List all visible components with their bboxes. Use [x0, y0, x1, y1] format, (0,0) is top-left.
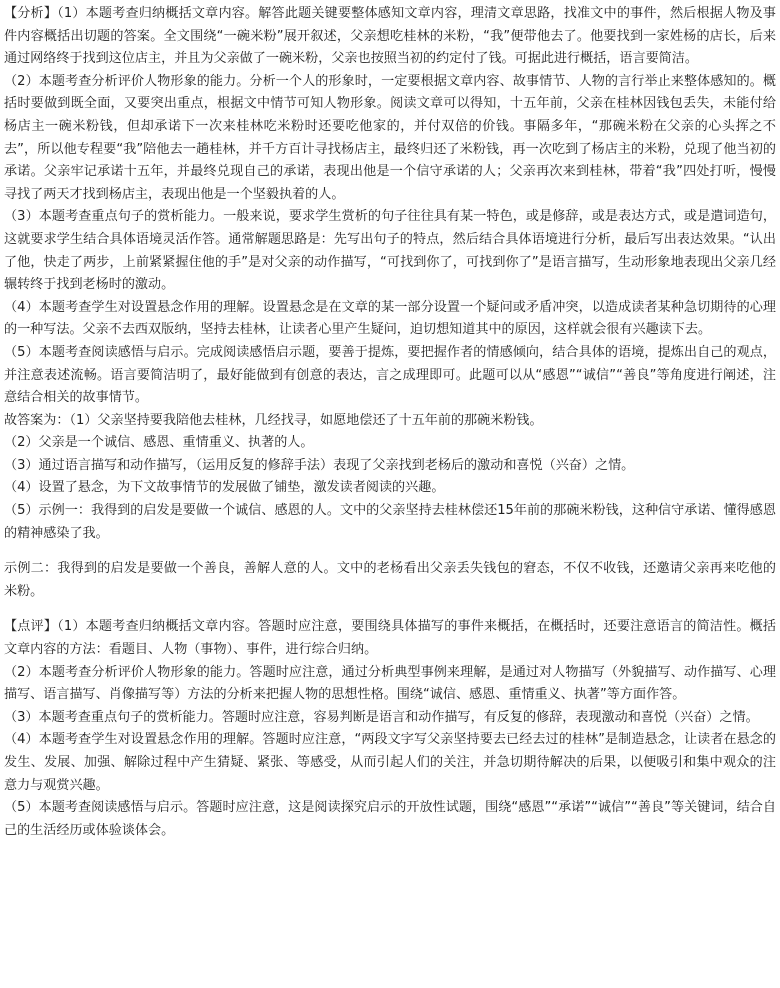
answer-paragraph-5: （5）示例一：我得到的启发是要做一个诚信、感恩的人。文中的父亲坚持去桂林偿还15年前的那碗米粉钱，这种信守承诺、懂得感恩的精神感染了我。	[4, 503, 776, 541]
analysis-paragraph-1: 【分析】（1）本题考查归纳概括文章内容。解答此题关键要整体感知文章内容，理清文章思路，找准文中的事件，然后根据人物及事件内容概括出切题的答案。全文围绕“一碗米粉”展开叙述，父亲想吃桂林的米粉，“我”便带他去了。他要找到一家姓杨的店长，后来通过网络终于找到这位店主，并且为父亲做了一碗米粉，父亲也按照当初的约定付了钱。可据此进行概括，语言要简洁。	[4, 6, 776, 67]
paragraph-gap	[4, 545, 776, 558]
example-two-paragraph: 示例二：我得到的启发是要做一个善良，善解人意的人。文中的老杨看出父亲丢失钱包的窘态，不仅不收钱，还邀请父亲再来吃他的米粉。	[4, 561, 776, 599]
analysis-paragraph-4: （4）本题考查学生对设置悬念作用的理解。设置悬念是在文章的某一部分设置一个疑问或矛盾冲突，以造成读者某种急切期待的心理的一种写法。父亲不去西双版纳，坚持去桂林，让读者心里产生疑问，迫切想知道其中的原因，这样就会很有兴趣读下去。	[4, 299, 776, 338]
analysis-paragraph-3: （3）本题考查重点句子的赏析能力。一般来说，要求学生赏析的句子往往具有某一特色，或是修辞，或是表达方式，或是遣词造句，这就要求学生结合具体语境灵活作答。通常解题思路是：先写出句子的特点，然后结合具体语境进行分析，最后写出表达效果。“认出了他，快走了两步，上前紧紧握住他的手”是对父亲的动作描写，“可找到你了，可找到你了”是语言描写，生动形象地表现出父亲几经辗转终于找到老杨时的激动。	[4, 209, 776, 293]
answer-paragraph-4: （4）设置了悬念，为下文故事情节的发展做了铺垫，激发读者阅读的兴趣。	[4, 480, 445, 496]
paragraph-gap	[4, 603, 776, 616]
analysis-paragraph-2: （2）本题考查分析评价人物形象的能力。分析一个人的形象时，一定要根据文章内容、故事情节、人物的言行举止来整体感知的。概括时要做到既全面，又要突出重点，根据文中情节可知人物形象。阅读文章可以得知，十五年前，父亲在桂林因钱包丢失，未能付给杨店主一碗米粉钱，但却承诺下一次来桂林吃米粉时还要吃他家的，并付双倍的价钱。事隔多年，“那碗米粉在父亲的心头挥之不去”，所以他专程要“我”陪他去一趟桂林，并千方百计寻找杨店主，最终归还了米粉钱，再一次吃到了杨店主的米粉，兑现了他当初的承诺。父亲牢记承诺十五年，并最终兑现自己的承诺，表现出他是一个信守承诺的人；父亲再次来到桂林，带着“我”四处打听，慢慢寻找了两天才找到杨店主，表现出他是一个坚毅执着的人。	[4, 73, 776, 202]
answer-paragraph-3: （3）通过语言描写和动作描写，（运用反复的修辞手法）表现了父亲找到老杨后的激动和喜悦（兴奋）之情。	[4, 457, 635, 473]
answer-paragraph-2: （2）父亲是一个诚信、感恩、重情重义、执著的人。	[4, 435, 314, 451]
analysis-section	[4, 3, 776, 410]
analysis-paragraph-5: （5）本题考查阅读感悟与启示。完成阅读感悟启示题，要善于提炼，要把握作者的情感倾向，结合具体的语境，提炼出自己的观点，并注意表述流畅。语言要简洁明了，最好能做到有创意的表达，言之成理即可。此题可以从“感恩”“诚信”“善良”等角度进行阐述，注意结合相关的故事情节。	[4, 344, 776, 406]
answer-paragraph-1: 故答案为：（1）父亲坚持要我陪他去桂林，几经找寻，如愿地偿还了十五年前的那碗米粉钱。	[4, 412, 543, 428]
comment-paragraph-1: 【点评】（1）本题考查归纳概括文章内容。答题时应注意，要围绕具体描写的事件来概括，在概括时，还要注意语言的简洁性。概括文章内容的方法：看题目、人物（事物）、事件，进行综合归纳。	[4, 619, 776, 658]
comment-paragraph-4: （4）本题考查学生对设置悬念作用的理解。答题时应注意，“两段文字写父亲坚持要去已经去过的桂林”是制造悬念，让读者在悬念的发生、发展、加强、解除过程中产生猜疑、紧张、等感受，从而引起人们的关注，并急切期待解决的后果，以便吸引和集中观众的注意力与观赏兴趣。	[4, 732, 776, 793]
answer-section	[4, 410, 776, 546]
comment-paragraph-2: （2）本题考查分析评价人物形象的能力。答题时应注意，通过分析典型事例来理解，是通过对人物描写（外貌描写、动作描写、心理描写、语言描写、肖像描写等）方法的分析来把握人物的思想性格。围绕“诚信、感恩、重情重义、执著”等方面作答。	[4, 664, 776, 703]
comment-paragraph-5: （5）本题考查阅读感悟与启示。答题时应注意，这是阅读探究启示的开放性试题，围绕“感恩”“承诺”“诚信”“善良”等关键词，结合自己的生活经历或体验谈体会。	[4, 800, 776, 838]
comment-paragraph-3: （3）本题考查重点句子的赏析能力。答题时应注意，容易判断是语言和动作描写，有反复的修辞，表现激动和喜悦（兴奋）之情。	[4, 709, 759, 725]
comment-section	[4, 616, 776, 842]
